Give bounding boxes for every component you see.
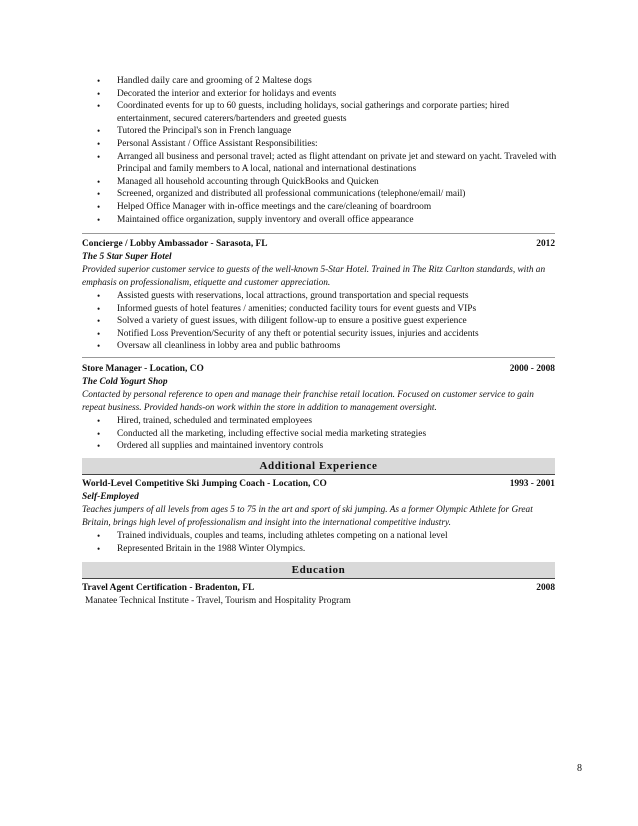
job-store-manager [82, 363, 555, 453]
education-date: 2008 [536, 583, 555, 593]
certification-title: Travel Agent Certification - Bradenton, FL [82, 583, 255, 593]
list-item: • Notified Loss Prevention/Security of any theft or potential security issues, injuries and accidents [117, 328, 555, 341]
list-item: • Ordered all supplies and maintained inventory controls [117, 440, 555, 453]
household-duties-list [117, 75, 557, 226]
list-item: • Informed guests of hotel features / amenities; conducted facility tours for event guests and VIPs [117, 303, 555, 316]
list-item: • Coordinated events for up to 60 guests, including holidays, social gatherings and corporate parties; hired entertainment, secured caterers/bartenders and greeted guests [117, 100, 557, 125]
company-name: The Cold Yogurt Shop [82, 377, 168, 387]
job-duties-list [117, 530, 555, 555]
job-title: Store Manager - Location, CO [82, 364, 204, 374]
job-heading [82, 478, 555, 491]
list-item: • Personal Assistant / Office Assistant Responsibilities: [117, 138, 557, 151]
job-date: 2012 [536, 239, 555, 249]
job-heading [82, 363, 555, 376]
list-item: • Arranged all business and personal travel; acted as flight attendant on private jet and steward on yacht. Traveled with Principal and family members to A local, national and international destinations [117, 151, 557, 176]
list-item: • Trained individuals, couples and teams, including athletes competing on a national level [117, 530, 555, 543]
list-item: • Decorated the interior and exterior for holidays and events [117, 88, 557, 101]
page-number: 8 [577, 763, 582, 774]
section-divider [82, 233, 555, 234]
job-duties-list [117, 415, 555, 453]
list-item: • Oversaw all cleanliness in lobby area and public bathrooms [117, 340, 555, 353]
job-date: 1993 - 2001 [509, 479, 555, 489]
list-item: • Screened, organized and distributed all professional communications (telephone/email/ mail) [117, 188, 557, 201]
job-ski-coach [82, 478, 555, 555]
education-entry [82, 582, 555, 608]
list-item: • Represented Britain in the 1988 Winter Olympics. [117, 543, 555, 556]
job-heading [82, 238, 555, 251]
job-description: Contacted by personal reference to open and manage their franchise retail location. Focused on customer service to gain repeat business. Provided hands-on work within the store in addition to management oversight. [82, 390, 534, 413]
job-description: Teaches jumpers of all levels from ages 5 to 75 in the art and sport of ski jumping. As a former Olympic Athlete for Great Britain, brings high level of professionalism and insight into the international competitive industry. [82, 505, 533, 528]
job-duties-list [117, 290, 555, 353]
list-item: • Maintained office organization, supply inventory and overall office appearance [117, 214, 557, 227]
section-divider [82, 357, 555, 358]
list-item: • Assisted guests with reservations, local attractions, ground transportation and special requests [117, 290, 555, 303]
list-item: • Helped Office Manager with in-office meetings and the care/cleaning of boardroom [117, 201, 557, 214]
education-heading: Education [82, 562, 555, 579]
list-item: • Conducted all the marketing, including effective social media marketing strategies [117, 428, 555, 441]
list-item: • Hired, trained, scheduled and terminated employees [117, 415, 555, 428]
job-title: World-Level Competitive Ski Jumping Coach - Location, CO [82, 479, 327, 489]
school-name: Manatee Technical Institute - Travel, Tourism and Hospitality Program [85, 596, 351, 606]
list-item: • Managed all household accounting through QuickBooks and Quicken [117, 176, 557, 189]
job-description: Provided superior customer service to guests of the well-known 5-Star Hotel. Trained in The Ritz Carlton standards, with an emphasis on professionalism, etiquette and customer appreciation. [82, 265, 546, 288]
list-item: • Solved a variety of guest issues, with diligent follow-up to ensure a positive guest experience [117, 315, 555, 328]
list-item: • Tutored the Principal's son in French language [117, 125, 557, 138]
job-title: Concierge / Lobby Ambassador - Sarasota, FL [82, 239, 268, 249]
job-date: 2000 - 2008 [509, 364, 555, 374]
additional-experience-heading: Additional Experience [82, 458, 555, 475]
company-name: The 5 Star Super Hotel [82, 252, 172, 262]
job-concierge [82, 238, 555, 353]
company-name: Self-Employed [82, 492, 139, 502]
education-heading-row [82, 582, 555, 595]
list-item: • Handled daily care and grooming of 2 Maltese dogs [117, 75, 557, 88]
